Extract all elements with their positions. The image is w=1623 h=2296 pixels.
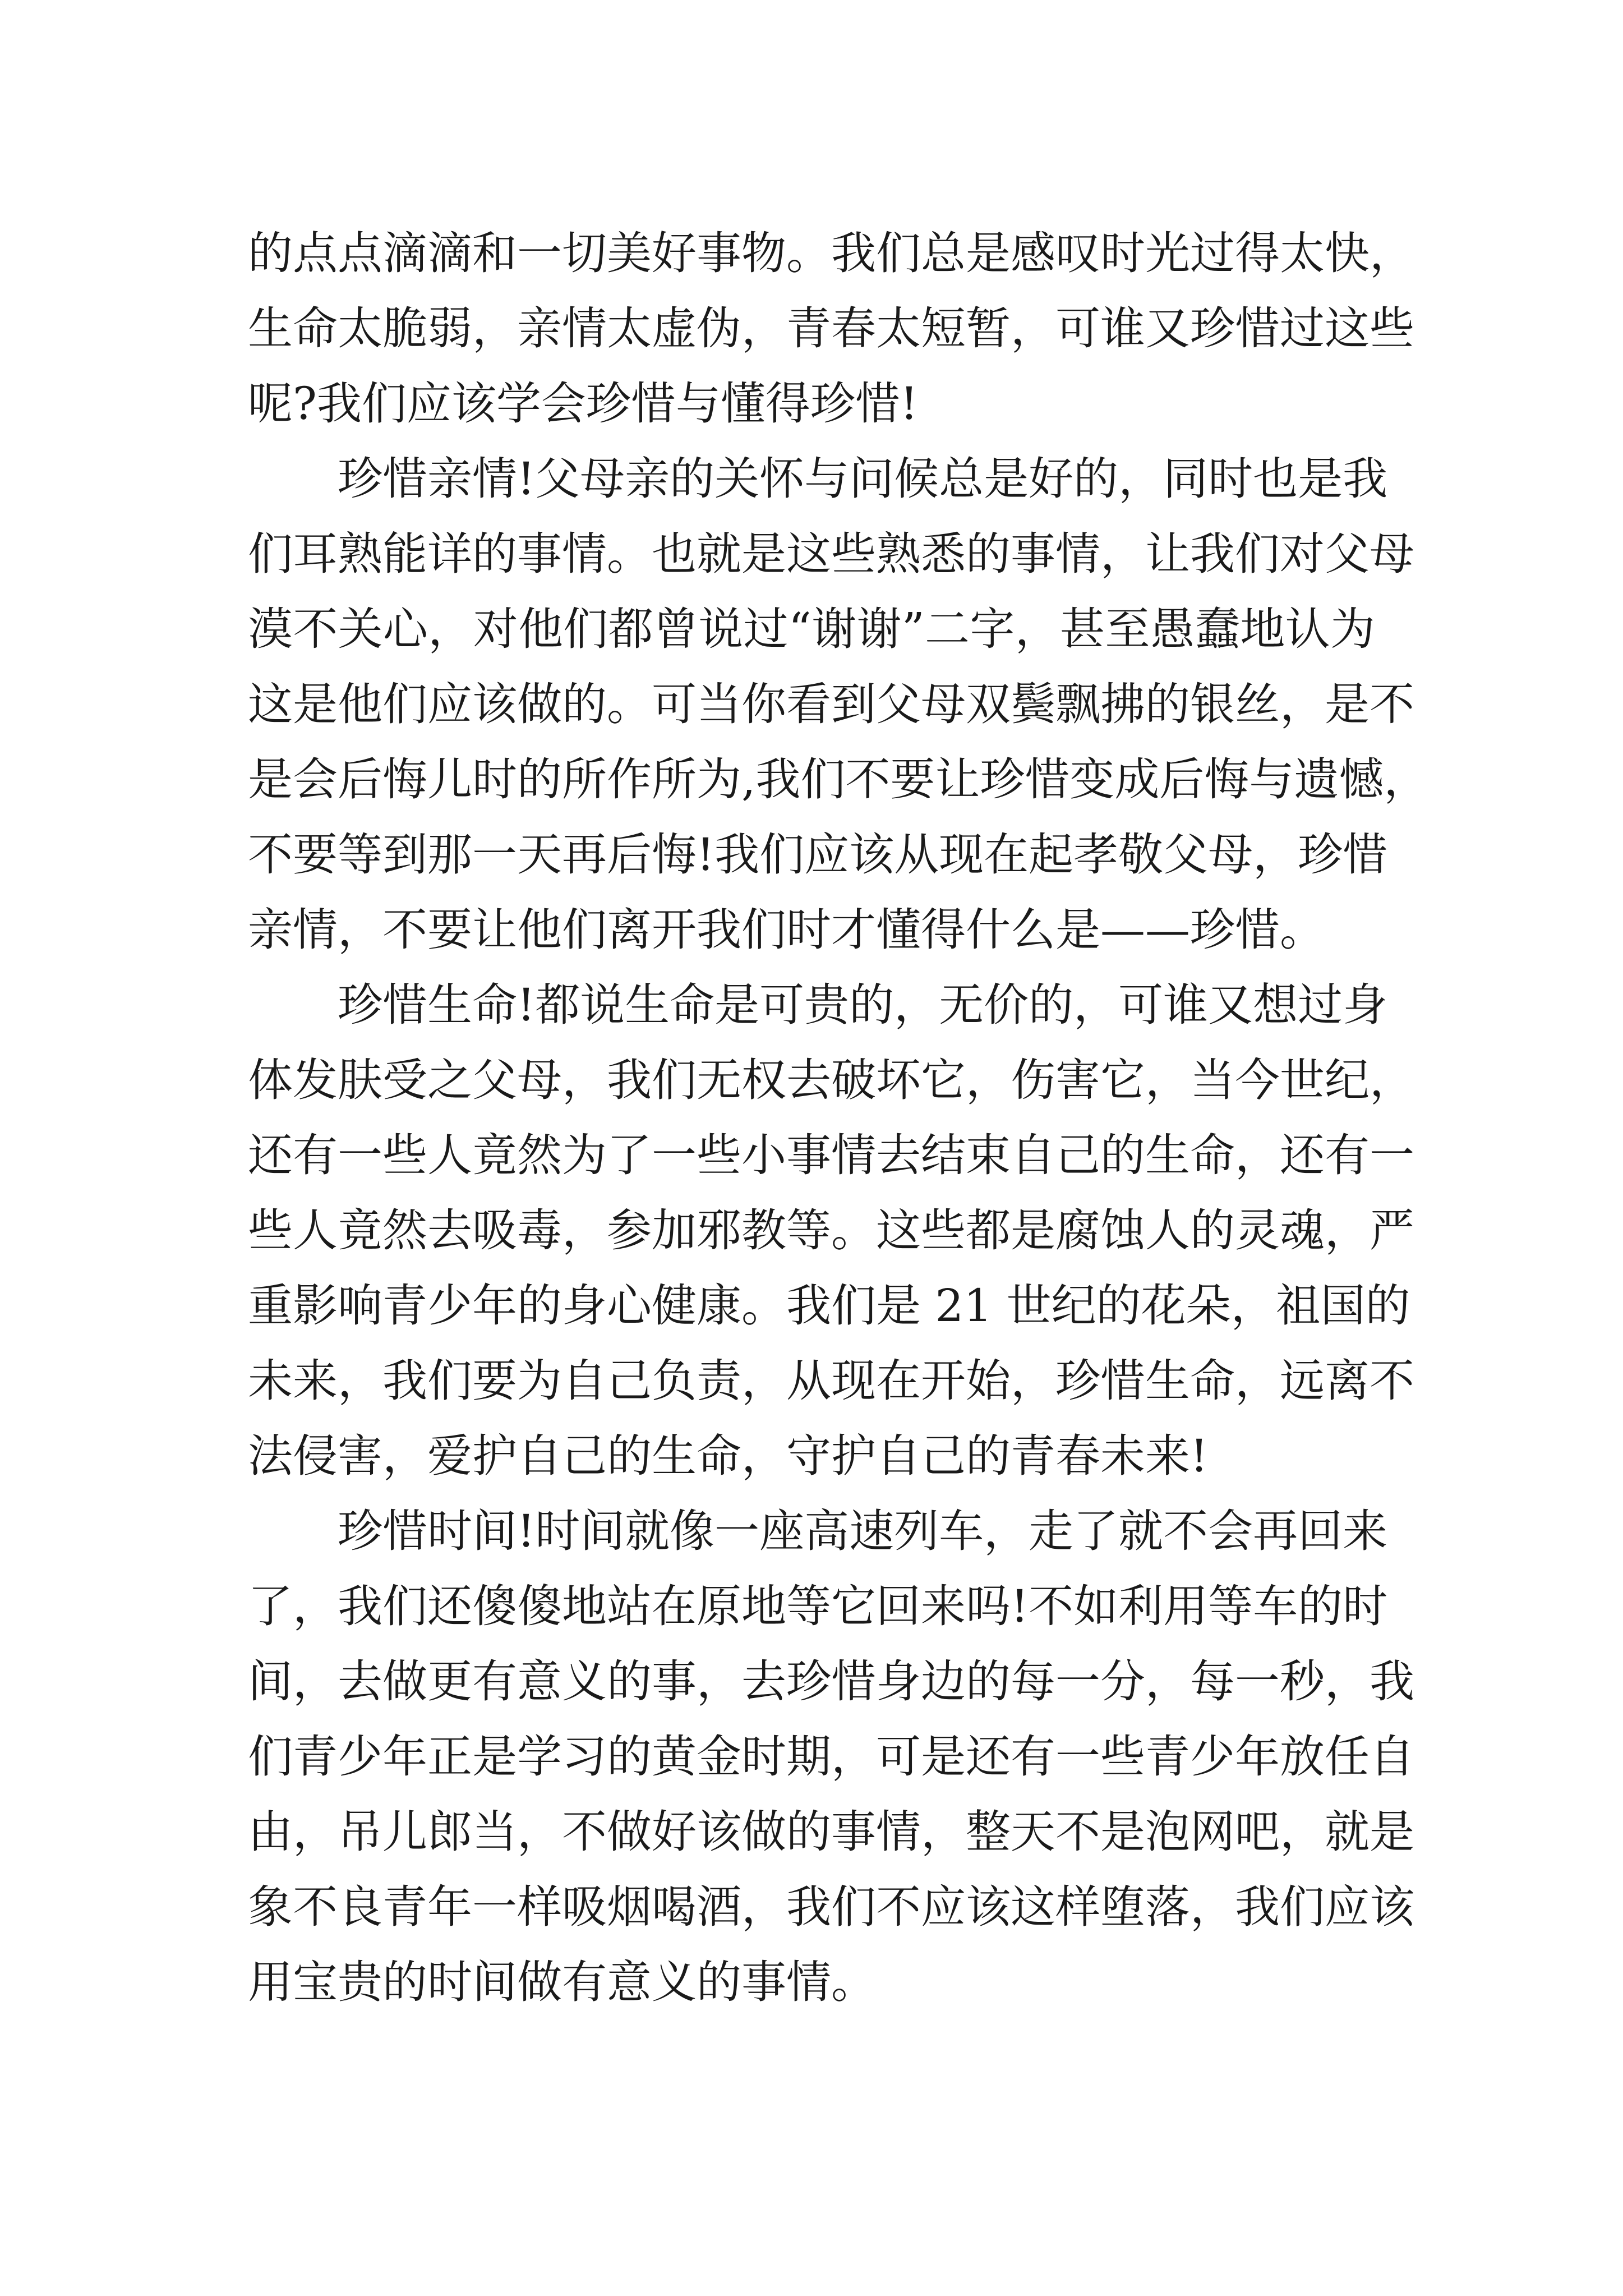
text-line: 用宝贵的时间做有意义的事情。 (248, 1956, 876, 2008)
text-line: 由，吊儿郎当，不做好该做的事情，整天不是泡网吧，就是 (248, 1806, 1414, 1858)
text-line: 珍惜生命!都说生命是可贵的，无价的，可谁又想过身 (338, 979, 1388, 1031)
text-line: 呢?我们应该学会珍惜与懂得珍惜! (248, 378, 919, 430)
text-line: 重影响青少年的身心健康。我们是 21 世纪的花朵，祖国的 (248, 1280, 1410, 1332)
text-line: 些人竟然去吸毒，参加邪教等。这些都是腐蚀人的灵魂，严 (248, 1204, 1414, 1257)
paragraph-cherish-time (248, 1494, 1414, 2020)
text-line: 们耳熟能详的事情。也就是这些熟悉的事情，让我们对父母 (248, 528, 1414, 580)
text-line: 这是他们应该做的。可当你看到父母双鬓飘拂的银丝，是不 (248, 678, 1414, 730)
text-line: 生命太脆弱，亲情太虚伪，青春太短暂，可谁又珍惜过这些 (248, 302, 1414, 355)
text-line: 漠不关心，对他们都曾说过“谢谢”二字，甚至愚蠢地认为 (248, 603, 1375, 655)
text-line: 象不良青年一样吸烟喝酒，我们不应该这样堕落，我们应该 (248, 1881, 1414, 1933)
text-line: 珍惜亲情!父母亲的关怀与问候总是好的，同时也是我 (338, 453, 1388, 505)
text-line: 不要等到那一天再后悔!我们应该从现在起孝敬父母，珍惜 (248, 829, 1388, 881)
text-line: 还有一些人竟然为了一些小事情去结束自己的生命，还有一 (248, 1129, 1414, 1181)
text-line: 法侵害，爱护自己的生命，守护自己的青春未来! (248, 1430, 1209, 1482)
text-line: 体发肤受之父母，我们无权去破坏它，伤害它，当今世纪， (248, 1054, 1414, 1106)
text-line: 亲情，不要让他们离开我们时才懂得什么是——珍惜。 (248, 904, 1325, 956)
paragraph-cherish-family (248, 441, 1429, 968)
text-line: 未来，我们要为自己负责，从现在开始，珍惜生命，远离不 (248, 1355, 1414, 1407)
document-page (248, 216, 1429, 2020)
text-line: 珍惜时间!时间就像一座高速列车，走了就不会再回来 (338, 1505, 1388, 1557)
text-line: 间，去做更有意义的事，去珍惜身边的每一分，每一秒，我 (248, 1655, 1414, 1708)
paragraph-cherish-life (248, 968, 1414, 1494)
text-line: 的点点滴滴和一切美好事物。我们总是感叹时光过得太快， (248, 227, 1414, 279)
text-line: 是会后悔儿时的所作所为,我们不要让珍惜变成后悔与遗憾， (248, 753, 1429, 806)
text-line: 了，我们还傻傻地站在原地等它回来吗!不如利用等车的时 (248, 1580, 1388, 1632)
paragraph-continuation (248, 216, 1414, 441)
text-line: 们青少年正是学习的黄金时期，可是还有一些青少年放任自 (248, 1731, 1414, 1783)
